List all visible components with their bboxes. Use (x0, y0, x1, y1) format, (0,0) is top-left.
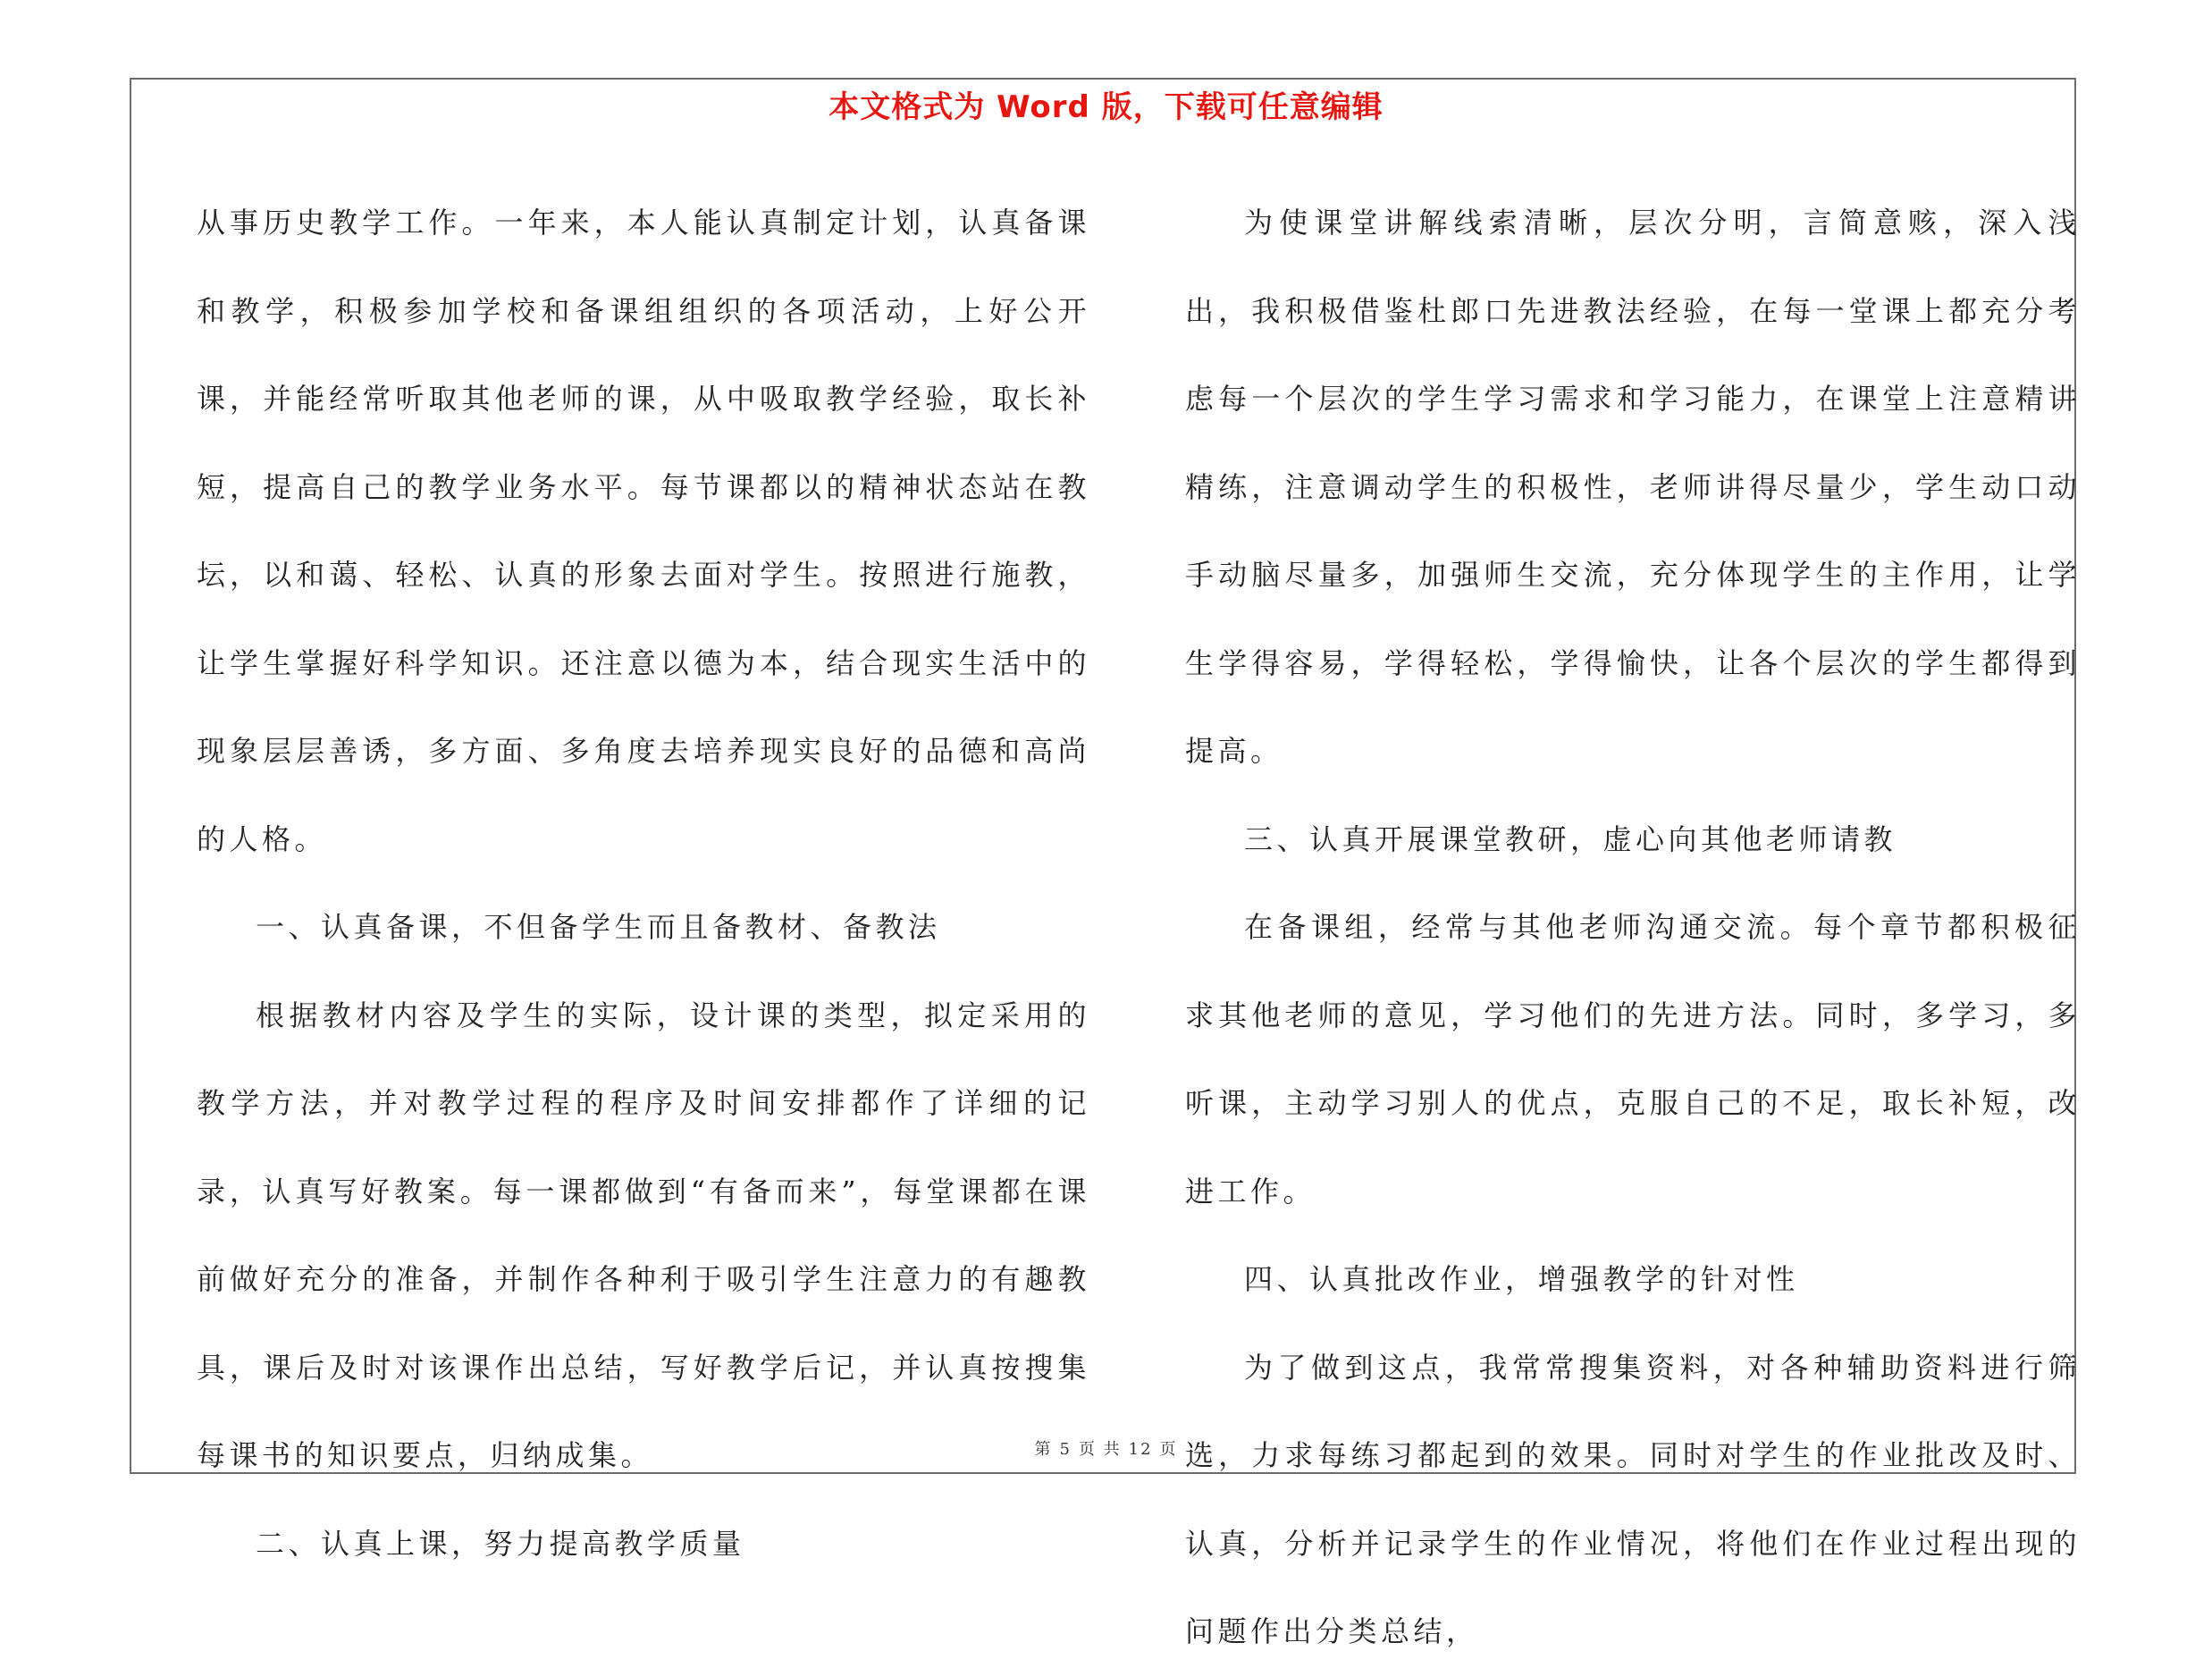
footer-prefix: 第 (1034, 1440, 1053, 1459)
heading-section-2: 二、认真上课，努力提高教学质量 (256, 1526, 745, 1561)
page-number-footer (0, 1436, 2212, 1460)
left-text-column (197, 179, 1090, 1588)
footer-suffix: 页 (1159, 1440, 1178, 1459)
heading-section-4: 四、认真批改作业，增强教学的针对性 (1244, 1262, 1799, 1296)
paragraph-section-1: 根据教材内容及学生的实际，设计课的类型，拟定采用的教学方法，并对教学过程的程序及时间安排都作了详细的记录，认真写好教案。每一课都做到“有备而来”，每堂课都在课前做好充分的准备，并制作各种利于吸引学生注意力的有趣教具，课后及时对该课作出总结，写好教学后记，并认真按搜集每课书的知识要点，归纳成集。 (197, 998, 1090, 1472)
format-notice-banner: 本文格式为 Word 版，下载可任意编辑 (828, 89, 1384, 125)
paragraph-section-2: 为使课堂讲解线索清晰，层次分明，言简意赅，深入浅出，我积极借鉴杜郎口先进教法经验，在每一堂课上都充分考虑每一个层次的学生学习需求和学习能力，在课堂上注意精讲精练，注意调动学生的积极性，老师讲得尽量少，学生动口动手动脑尽量多，加强师生交流，充分体现学生的主作用，让学生学得容易，学得轻松，学得愉快，让各个层次的学生都得到提高。 (1185, 206, 2081, 768)
heading-section-3: 三、认真开展课堂教研，虚心向其他老师请教 (1244, 821, 1897, 856)
paragraph-section-3: 在备课组，经常与其他老师沟通交流。每个章节都积极征求其他老师的意见，学习他们的先进方法。同时，多学习，多听课，主动学习别人的优点，克服自己的不足，取长补短，改进工作。 (1185, 910, 2081, 1209)
current-page-number: 5 (1059, 1440, 1072, 1459)
paragraph-intro: 从事历史教学工作。一年来，本人能认真制定计划，认真备课和教学，积极参加学校和备课组组织的各项活动，上好公开课，并能经常听取其他老师的课，从中吸取教学经验，取长补短，提高自己的教学业务水平。每节课都以的精神状态站在教坛，以和蔼、轻松、认真的形象去面对学生。按照进行施教，让学生掌握好科学知识。还注意以德为本，结合现实生活中的现象层层善诱，多方面、多角度去培养现实良好的品德和高尚的人格。 (197, 206, 1090, 856)
heading-section-1: 一、认真备课，不但备学生而且备教材、备教法 (256, 910, 941, 944)
total-page-count: 12 (1128, 1440, 1153, 1459)
paragraph-section-4: 为了做到这点，我常常搜集资料，对各种辅助资料进行筛选，力求每练习都起到的效果。同时对学生的作业批改及时、认真，分析并记录学生的作业情况，将他们在作业过程出现的问题作出分类总结， (1185, 1350, 2081, 1648)
footer-middle: 页 共 (1078, 1440, 1122, 1459)
